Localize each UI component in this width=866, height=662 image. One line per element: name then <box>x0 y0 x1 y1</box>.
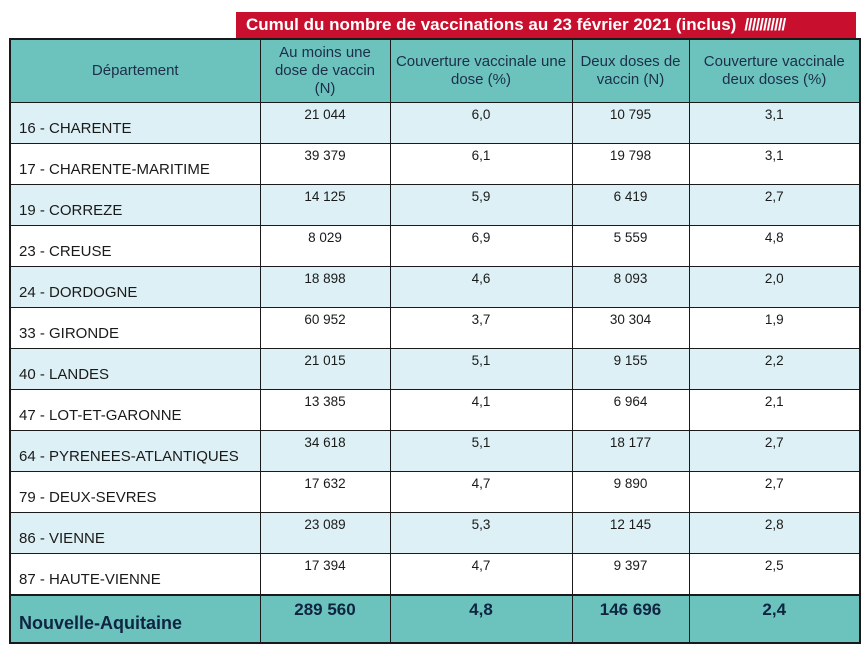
one-dose-count-cell: 14 125 <box>260 185 390 226</box>
table-row <box>10 349 860 390</box>
table-row <box>10 226 860 267</box>
one-dose-coverage-cell: 5,1 <box>390 431 572 472</box>
one-dose-coverage-cell: 4,6 <box>390 267 572 308</box>
two-doses-coverage-cell: 2,0 <box>689 267 860 308</box>
one-dose-count-cell: 21 044 <box>260 103 390 144</box>
table-header-row <box>10 39 860 103</box>
two-doses-coverage-cell: 2,7 <box>689 431 860 472</box>
two-doses-coverage-cell: 2,7 <box>689 185 860 226</box>
one-dose-count-cell: 21 015 <box>260 349 390 390</box>
two-doses-count-cell: 10 795 <box>572 103 689 144</box>
table-row <box>10 144 860 185</box>
one-dose-count-cell: 13 385 <box>260 390 390 431</box>
two-doses-count-cell: 30 304 <box>572 308 689 349</box>
two-doses-count-cell: 19 798 <box>572 144 689 185</box>
one-dose-coverage-cell: 4,7 <box>390 472 572 513</box>
table-row <box>10 513 860 554</box>
two-doses-count-cell: 12 145 <box>572 513 689 554</box>
total-one-dose-coverage-cell: 4,8 <box>390 595 572 643</box>
two-doses-count-cell: 9 890 <box>572 472 689 513</box>
two-doses-coverage-cell: 2,7 <box>689 472 860 513</box>
one-dose-count-cell: 34 618 <box>260 431 390 472</box>
two-doses-coverage-cell: 3,1 <box>689 144 860 185</box>
one-dose-count-cell: 17 394 <box>260 554 390 595</box>
table-body <box>10 103 860 643</box>
table-title-banner <box>236 12 856 38</box>
column-header-departement: Département <box>10 39 260 103</box>
one-dose-count-cell: 60 952 <box>260 308 390 349</box>
one-dose-coverage-cell: 4,7 <box>390 554 572 595</box>
one-dose-count-cell: 18 898 <box>260 267 390 308</box>
departement-cell: 47 - LOT-ET-GARONNE <box>10 390 260 431</box>
total-two-doses-count-cell: 146 696 <box>572 595 689 643</box>
two-doses-coverage-cell: 2,8 <box>689 513 860 554</box>
column-header-one-dose-coverage: Couverture vaccinale une dose (%) <box>390 39 572 103</box>
one-dose-coverage-cell: 3,7 <box>390 308 572 349</box>
column-header-two-doses-count: Deux doses de vaccin (N) <box>572 39 689 103</box>
one-dose-count-cell: 8 029 <box>260 226 390 267</box>
two-doses-count-cell: 6 964 <box>572 390 689 431</box>
departement-cell: 17 - CHARENTE-MARITIME <box>10 144 260 185</box>
table-title: Cumul du nombre de vaccinations au 23 février 2021 (inclus) <box>246 15 737 34</box>
two-doses-coverage-cell: 1,9 <box>689 308 860 349</box>
table-row <box>10 103 860 144</box>
table-row <box>10 185 860 226</box>
departement-cell: 16 - CHARENTE <box>10 103 260 144</box>
one-dose-coverage-cell: 5,3 <box>390 513 572 554</box>
departement-cell: 40 - LANDES <box>10 349 260 390</box>
table-row <box>10 267 860 308</box>
one-dose-count-cell: 23 089 <box>260 513 390 554</box>
departement-cell: 64 - PYRENEES-ATLANTIQUES <box>10 431 260 472</box>
two-doses-coverage-cell: 2,2 <box>689 349 860 390</box>
departement-cell: 33 - GIRONDE <box>10 308 260 349</box>
one-dose-count-cell: 39 379 <box>260 144 390 185</box>
total-departement-cell: Nouvelle-Aquitaine <box>10 595 260 643</box>
table-row <box>10 390 860 431</box>
one-dose-coverage-cell: 6,1 <box>390 144 572 185</box>
departement-cell: 79 - DEUX-SEVRES <box>10 472 260 513</box>
two-doses-count-cell: 5 559 <box>572 226 689 267</box>
two-doses-count-cell: 9 397 <box>572 554 689 595</box>
departement-cell: 87 - HAUTE-VIENNE <box>10 554 260 595</box>
table-row <box>10 472 860 513</box>
total-one-dose-count-cell: 289 560 <box>260 595 390 643</box>
total-two-doses-coverage-cell: 2,4 <box>689 595 860 643</box>
table-row <box>10 308 860 349</box>
two-doses-coverage-cell: 2,5 <box>689 554 860 595</box>
vaccination-table <box>9 38 861 644</box>
two-doses-count-cell: 8 093 <box>572 267 689 308</box>
one-dose-count-cell: 17 632 <box>260 472 390 513</box>
table-row <box>10 431 860 472</box>
two-doses-count-cell: 6 419 <box>572 185 689 226</box>
two-doses-coverage-cell: 4,8 <box>689 226 860 267</box>
one-dose-coverage-cell: 5,1 <box>390 349 572 390</box>
one-dose-coverage-cell: 4,1 <box>390 390 572 431</box>
departement-cell: 24 - DORDOGNE <box>10 267 260 308</box>
table-row <box>10 554 860 595</box>
table-total-row <box>10 595 860 643</box>
title-hatch-decoration: /////////// <box>744 15 786 34</box>
one-dose-coverage-cell: 6,9 <box>390 226 572 267</box>
two-doses-count-cell: 18 177 <box>572 431 689 472</box>
column-header-one-dose-count: Au moins une dose de vaccin (N) <box>260 39 390 103</box>
departement-cell: 23 - CREUSE <box>10 226 260 267</box>
departement-cell: 86 - VIENNE <box>10 513 260 554</box>
one-dose-coverage-cell: 6,0 <box>390 103 572 144</box>
two-doses-coverage-cell: 2,1 <box>689 390 860 431</box>
two-doses-count-cell: 9 155 <box>572 349 689 390</box>
column-header-two-doses-coverage: Couverture vaccinale deux doses (%) <box>689 39 860 103</box>
one-dose-coverage-cell: 5,9 <box>390 185 572 226</box>
departement-cell: 19 - CORREZE <box>10 185 260 226</box>
two-doses-coverage-cell: 3,1 <box>689 103 860 144</box>
